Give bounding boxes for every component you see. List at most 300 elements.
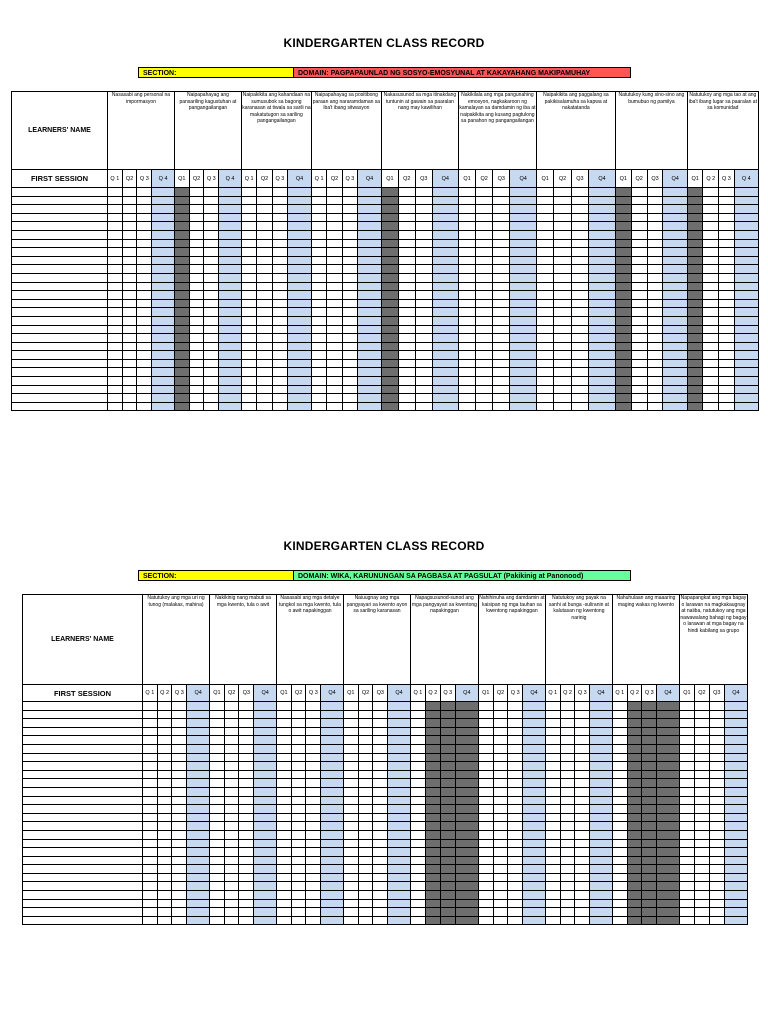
score-cell[interactable] <box>204 325 219 334</box>
score-cell[interactable] <box>410 702 425 711</box>
learner-name-cell[interactable] <box>12 196 108 205</box>
score-cell[interactable] <box>311 265 326 274</box>
score-cell[interactable] <box>204 222 219 231</box>
score-cell[interactable] <box>493 770 508 779</box>
score-cell[interactable] <box>254 830 277 839</box>
score-cell[interactable] <box>440 753 455 762</box>
score-cell[interactable] <box>615 239 631 248</box>
score-cell[interactable] <box>571 273 588 282</box>
score-cell[interactable] <box>373 710 388 719</box>
score-cell[interactable] <box>724 873 747 882</box>
score-cell[interactable] <box>590 891 613 900</box>
score-cell[interactable] <box>627 822 642 831</box>
score-cell[interactable] <box>687 359 703 368</box>
score-cell[interactable] <box>172 719 187 728</box>
score-cell[interactable] <box>327 368 342 377</box>
score-cell[interactable] <box>277 770 292 779</box>
score-cell[interactable] <box>219 282 242 291</box>
score-cell[interactable] <box>536 248 553 257</box>
score-cell[interactable] <box>157 873 172 882</box>
score-cell[interactable] <box>694 916 709 925</box>
score-cell[interactable] <box>143 882 158 891</box>
score-cell[interactable] <box>410 813 425 822</box>
score-cell[interactable] <box>687 205 703 214</box>
score-cell[interactable] <box>663 256 687 265</box>
score-cell[interactable] <box>709 719 724 728</box>
score-cell[interactable] <box>493 727 508 736</box>
score-cell[interactable] <box>612 796 627 805</box>
score-cell[interactable] <box>152 342 175 351</box>
score-cell[interactable] <box>657 710 680 719</box>
score-cell[interactable] <box>523 916 546 925</box>
score-cell[interactable] <box>476 282 493 291</box>
score-cell[interactable] <box>687 291 703 300</box>
score-cell[interactable] <box>734 205 758 214</box>
score-cell[interactable] <box>224 744 239 753</box>
score-cell[interactable] <box>709 848 724 857</box>
score-cell[interactable] <box>631 368 647 377</box>
score-cell[interactable] <box>536 239 553 248</box>
score-cell[interactable] <box>657 891 680 900</box>
score-cell[interactable] <box>590 873 613 882</box>
score-cell[interactable] <box>224 787 239 796</box>
score-cell[interactable] <box>493 256 510 265</box>
score-cell[interactable] <box>174 342 189 351</box>
score-cell[interactable] <box>647 368 663 377</box>
score-cell[interactable] <box>288 402 312 411</box>
score-cell[interactable] <box>410 908 425 917</box>
score-cell[interactable] <box>590 779 613 788</box>
score-cell[interactable] <box>291 796 306 805</box>
score-cell[interactable] <box>571 222 588 231</box>
score-cell[interactable] <box>590 830 613 839</box>
score-cell[interactable] <box>157 865 172 874</box>
score-cell[interactable] <box>657 702 680 711</box>
score-cell[interactable] <box>343 710 358 719</box>
score-cell[interactable] <box>108 222 123 231</box>
score-cell[interactable] <box>241 213 256 222</box>
score-cell[interactable] <box>388 865 411 874</box>
score-cell[interactable] <box>410 762 425 771</box>
score-cell[interactable] <box>342 291 357 300</box>
score-cell[interactable] <box>687 402 703 411</box>
score-cell[interactable] <box>734 368 758 377</box>
score-cell[interactable] <box>321 796 344 805</box>
learner-name-cell[interactable] <box>23 770 143 779</box>
score-cell[interactable] <box>703 394 719 403</box>
score-cell[interactable] <box>187 770 210 779</box>
score-cell[interactable] <box>458 299 475 308</box>
score-cell[interactable] <box>272 342 287 351</box>
score-cell[interactable] <box>108 368 123 377</box>
score-cell[interactable] <box>478 736 493 745</box>
score-cell[interactable] <box>137 334 152 343</box>
score-cell[interactable] <box>277 805 292 814</box>
score-cell[interactable] <box>398 402 415 411</box>
score-cell[interactable] <box>709 727 724 736</box>
score-cell[interactable] <box>291 830 306 839</box>
score-cell[interactable] <box>560 719 575 728</box>
score-cell[interactable] <box>306 744 321 753</box>
score-cell[interactable] <box>373 736 388 745</box>
score-cell[interactable] <box>724 916 747 925</box>
score-cell[interactable] <box>311 273 326 282</box>
score-cell[interactable] <box>358 779 373 788</box>
score-cell[interactable] <box>478 891 493 900</box>
score-cell[interactable] <box>493 779 508 788</box>
score-cell[interactable] <box>272 402 287 411</box>
score-cell[interactable] <box>590 796 613 805</box>
score-cell[interactable] <box>575 891 590 900</box>
score-cell[interactable] <box>108 188 123 197</box>
score-cell[interactable] <box>152 334 175 343</box>
score-cell[interactable] <box>615 282 631 291</box>
score-cell[interactable] <box>373 719 388 728</box>
score-cell[interactable] <box>589 308 616 317</box>
score-cell[interactable] <box>210 779 225 788</box>
score-cell[interactable] <box>137 394 152 403</box>
score-cell[interactable] <box>703 385 719 394</box>
score-cell[interactable] <box>241 282 256 291</box>
score-cell[interactable] <box>440 899 455 908</box>
score-cell[interactable] <box>627 830 642 839</box>
score-cell[interactable] <box>536 222 553 231</box>
score-cell[interactable] <box>239 882 254 891</box>
score-cell[interactable] <box>219 402 242 411</box>
score-cell[interactable] <box>458 342 475 351</box>
score-cell[interactable] <box>719 316 735 325</box>
score-cell[interactable] <box>455 865 478 874</box>
score-cell[interactable] <box>627 891 642 900</box>
score-cell[interactable] <box>590 727 613 736</box>
score-cell[interactable] <box>187 787 210 796</box>
score-cell[interactable] <box>536 299 553 308</box>
score-cell[interactable] <box>342 205 357 214</box>
score-cell[interactable] <box>342 368 357 377</box>
score-cell[interactable] <box>510 273 537 282</box>
score-cell[interactable] <box>493 916 508 925</box>
score-cell[interactable] <box>219 299 242 308</box>
score-cell[interactable] <box>615 368 631 377</box>
score-cell[interactable] <box>388 787 411 796</box>
score-cell[interactable] <box>679 753 694 762</box>
score-cell[interactable] <box>545 710 560 719</box>
score-cell[interactable] <box>510 205 537 214</box>
score-cell[interactable] <box>143 891 158 900</box>
score-cell[interactable] <box>219 368 242 377</box>
score-cell[interactable] <box>239 805 254 814</box>
score-cell[interactable] <box>327 291 342 300</box>
learner-name-cell[interactable] <box>12 368 108 377</box>
score-cell[interactable] <box>554 282 571 291</box>
score-cell[interactable] <box>277 891 292 900</box>
score-cell[interactable] <box>703 222 719 231</box>
score-cell[interactable] <box>272 230 287 239</box>
score-cell[interactable] <box>440 787 455 796</box>
score-cell[interactable] <box>122 239 137 248</box>
score-cell[interactable] <box>157 787 172 796</box>
score-cell[interactable] <box>554 230 571 239</box>
score-cell[interactable] <box>254 719 277 728</box>
score-cell[interactable] <box>157 710 172 719</box>
score-cell[interactable] <box>425 744 440 753</box>
score-cell[interactable] <box>343 796 358 805</box>
learner-name-cell[interactable] <box>23 891 143 900</box>
score-cell[interactable] <box>327 222 342 231</box>
score-cell[interactable] <box>204 402 219 411</box>
score-cell[interactable] <box>398 248 415 257</box>
score-cell[interactable] <box>476 342 493 351</box>
score-cell[interactable] <box>493 325 510 334</box>
score-cell[interactable] <box>432 368 458 377</box>
score-cell[interactable] <box>510 308 537 317</box>
score-cell[interactable] <box>589 273 616 282</box>
score-cell[interactable] <box>321 899 344 908</box>
score-cell[interactable] <box>694 719 709 728</box>
score-cell[interactable] <box>152 394 175 403</box>
score-cell[interactable] <box>510 248 537 257</box>
score-cell[interactable] <box>694 813 709 822</box>
score-cell[interactable] <box>724 805 747 814</box>
score-cell[interactable] <box>381 299 398 308</box>
score-cell[interactable] <box>187 916 210 925</box>
score-cell[interactable] <box>277 813 292 822</box>
score-cell[interactable] <box>694 873 709 882</box>
score-cell[interactable] <box>478 779 493 788</box>
score-cell[interactable] <box>709 753 724 762</box>
score-cell[interactable] <box>152 222 175 231</box>
score-cell[interactable] <box>719 368 735 377</box>
score-cell[interactable] <box>631 308 647 317</box>
score-cell[interactable] <box>612 856 627 865</box>
score-cell[interactable] <box>257 256 272 265</box>
score-cell[interactable] <box>373 753 388 762</box>
score-cell[interactable] <box>545 908 560 917</box>
learner-name-cell[interactable] <box>23 710 143 719</box>
score-cell[interactable] <box>239 822 254 831</box>
score-cell[interactable] <box>342 188 357 197</box>
score-cell[interactable] <box>440 710 455 719</box>
score-cell[interactable] <box>321 908 344 917</box>
score-cell[interactable] <box>663 359 687 368</box>
score-cell[interactable] <box>189 291 204 300</box>
score-cell[interactable] <box>642 865 657 874</box>
score-cell[interactable] <box>523 710 546 719</box>
learner-name-cell[interactable] <box>12 188 108 197</box>
score-cell[interactable] <box>277 830 292 839</box>
score-cell[interactable] <box>306 702 321 711</box>
score-cell[interactable] <box>254 779 277 788</box>
score-cell[interactable] <box>172 710 187 719</box>
score-cell[interactable] <box>415 351 432 360</box>
score-cell[interactable] <box>590 899 613 908</box>
score-cell[interactable] <box>694 805 709 814</box>
score-cell[interactable] <box>373 727 388 736</box>
score-cell[interactable] <box>719 334 735 343</box>
score-cell[interactable] <box>358 205 382 214</box>
score-cell[interactable] <box>432 273 458 282</box>
score-cell[interactable] <box>210 891 225 900</box>
score-cell[interactable] <box>157 908 172 917</box>
score-cell[interactable] <box>476 385 493 394</box>
score-cell[interactable] <box>108 385 123 394</box>
score-cell[interactable] <box>174 256 189 265</box>
score-cell[interactable] <box>571 334 588 343</box>
score-cell[interactable] <box>373 899 388 908</box>
score-cell[interactable] <box>724 736 747 745</box>
score-cell[interactable] <box>277 848 292 857</box>
score-cell[interactable] <box>210 753 225 762</box>
score-cell[interactable] <box>342 239 357 248</box>
score-cell[interactable] <box>657 762 680 771</box>
score-cell[interactable] <box>122 368 137 377</box>
score-cell[interactable] <box>536 308 553 317</box>
score-cell[interactable] <box>719 248 735 257</box>
score-cell[interactable] <box>210 719 225 728</box>
score-cell[interactable] <box>306 830 321 839</box>
score-cell[interactable] <box>545 830 560 839</box>
score-cell[interactable] <box>358 719 373 728</box>
score-cell[interactable] <box>455 822 478 831</box>
score-cell[interactable] <box>657 744 680 753</box>
score-cell[interactable] <box>687 368 703 377</box>
score-cell[interactable] <box>615 291 631 300</box>
score-cell[interactable] <box>694 839 709 848</box>
score-cell[interactable] <box>321 787 344 796</box>
score-cell[interactable] <box>612 839 627 848</box>
score-cell[interactable] <box>432 239 458 248</box>
score-cell[interactable] <box>545 856 560 865</box>
score-cell[interactable] <box>647 299 663 308</box>
score-cell[interactable] <box>709 762 724 771</box>
score-cell[interactable] <box>189 230 204 239</box>
score-cell[interactable] <box>724 762 747 771</box>
score-cell[interactable] <box>174 230 189 239</box>
score-cell[interactable] <box>694 753 709 762</box>
score-cell[interactable] <box>189 213 204 222</box>
score-cell[interactable] <box>709 787 724 796</box>
score-cell[interactable] <box>272 213 287 222</box>
score-cell[interactable] <box>589 230 616 239</box>
score-cell[interactable] <box>432 308 458 317</box>
score-cell[interactable] <box>224 762 239 771</box>
score-cell[interactable] <box>358 727 373 736</box>
score-cell[interactable] <box>663 394 687 403</box>
score-cell[interactable] <box>493 805 508 814</box>
score-cell[interactable] <box>143 753 158 762</box>
score-cell[interactable] <box>642 899 657 908</box>
score-cell[interactable] <box>108 239 123 248</box>
score-cell[interactable] <box>210 805 225 814</box>
score-cell[interactable] <box>560 830 575 839</box>
score-cell[interactable] <box>478 908 493 917</box>
score-cell[interactable] <box>647 282 663 291</box>
score-cell[interactable] <box>143 813 158 822</box>
score-cell[interactable] <box>510 334 537 343</box>
score-cell[interactable] <box>523 908 546 917</box>
score-cell[interactable] <box>425 830 440 839</box>
score-cell[interactable] <box>239 873 254 882</box>
score-cell[interactable] <box>358 359 382 368</box>
score-cell[interactable] <box>455 796 478 805</box>
score-cell[interactable] <box>210 727 225 736</box>
score-cell[interactable] <box>306 813 321 822</box>
score-cell[interactable] <box>239 710 254 719</box>
score-cell[interactable] <box>493 248 510 257</box>
score-cell[interactable] <box>321 762 344 771</box>
score-cell[interactable] <box>174 359 189 368</box>
score-cell[interactable] <box>358 342 382 351</box>
score-cell[interactable] <box>311 188 326 197</box>
score-cell[interactable] <box>415 188 432 197</box>
score-cell[interactable] <box>288 308 312 317</box>
score-cell[interactable] <box>458 188 475 197</box>
score-cell[interactable] <box>143 839 158 848</box>
score-cell[interactable] <box>657 916 680 925</box>
score-cell[interactable] <box>589 377 616 386</box>
score-cell[interactable] <box>719 291 735 300</box>
score-cell[interactable] <box>219 188 242 197</box>
score-cell[interactable] <box>210 882 225 891</box>
score-cell[interactable] <box>425 762 440 771</box>
score-cell[interactable] <box>224 719 239 728</box>
score-cell[interactable] <box>241 334 256 343</box>
score-cell[interactable] <box>143 796 158 805</box>
score-cell[interactable] <box>425 710 440 719</box>
score-cell[interactable] <box>373 805 388 814</box>
score-cell[interactable] <box>187 813 210 822</box>
score-cell[interactable] <box>189 359 204 368</box>
score-cell[interactable] <box>157 770 172 779</box>
score-cell[interactable] <box>311 248 326 257</box>
score-cell[interactable] <box>679 882 694 891</box>
score-cell[interactable] <box>239 762 254 771</box>
score-cell[interactable] <box>536 325 553 334</box>
score-cell[interactable] <box>398 213 415 222</box>
score-cell[interactable] <box>493 762 508 771</box>
score-cell[interactable] <box>627 805 642 814</box>
score-cell[interactable] <box>143 744 158 753</box>
score-cell[interactable] <box>560 856 575 865</box>
learner-name-cell[interactable] <box>23 753 143 762</box>
score-cell[interactable] <box>342 213 357 222</box>
score-cell[interactable] <box>189 248 204 257</box>
score-cell[interactable] <box>709 856 724 865</box>
score-cell[interactable] <box>108 359 123 368</box>
score-cell[interactable] <box>327 325 342 334</box>
score-cell[interactable] <box>523 770 546 779</box>
score-cell[interactable] <box>642 908 657 917</box>
learner-name-cell[interactable] <box>12 359 108 368</box>
score-cell[interactable] <box>257 368 272 377</box>
score-cell[interactable] <box>254 702 277 711</box>
score-cell[interactable] <box>631 239 647 248</box>
score-cell[interactable] <box>724 744 747 753</box>
score-cell[interactable] <box>224 916 239 925</box>
score-cell[interactable] <box>291 736 306 745</box>
score-cell[interactable] <box>174 394 189 403</box>
score-cell[interactable] <box>224 770 239 779</box>
score-cell[interactable] <box>415 230 432 239</box>
score-cell[interactable] <box>288 377 312 386</box>
score-cell[interactable] <box>388 770 411 779</box>
score-cell[interactable] <box>694 736 709 745</box>
score-cell[interactable] <box>627 753 642 762</box>
score-cell[interactable] <box>174 213 189 222</box>
score-cell[interactable] <box>545 736 560 745</box>
score-cell[interactable] <box>536 265 553 274</box>
score-cell[interactable] <box>358 830 373 839</box>
